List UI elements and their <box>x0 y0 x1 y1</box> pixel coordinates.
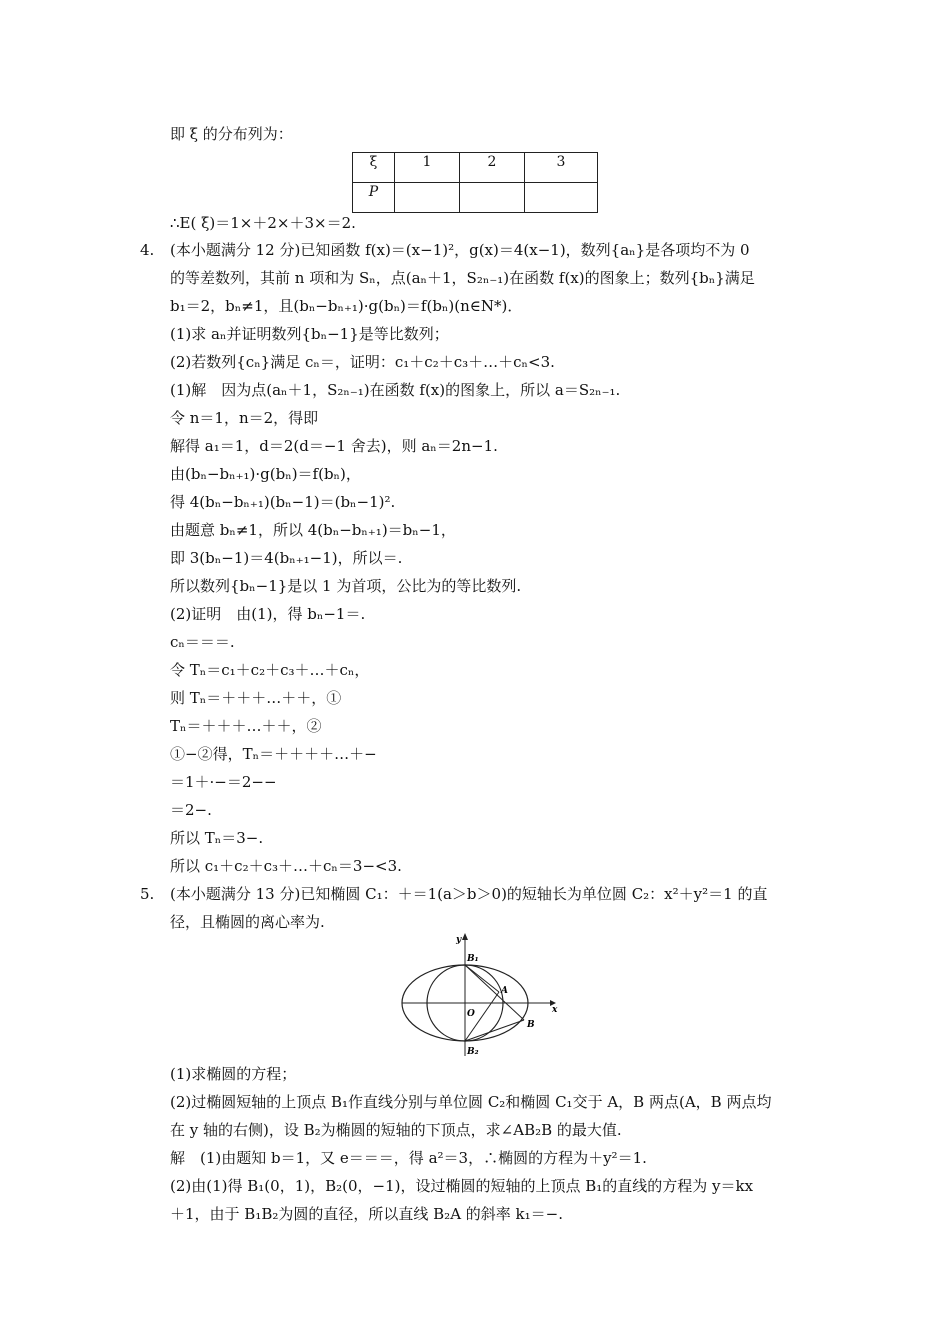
y-axis-arrow <box>462 933 468 940</box>
text-line: 即 3(bₙ−1)＝4(bₙ₊₁−1)，所以＝. <box>170 549 403 567</box>
text-line: ①−②得，Tₙ＝＋＋＋＋…＋− <box>170 745 377 763</box>
label-b: B <box>527 1020 535 1030</box>
table-header-cell: 3 <box>525 153 598 183</box>
text-line: 所以 c₁＋c₂＋c₃＋…＋cₙ＝3−<3. <box>170 857 402 875</box>
text-line: 则 Tₙ＝＋＋＋…＋＋，① <box>170 689 342 707</box>
text-line: 所以数列{bₙ−1}是以 1 为首项，公比为的等比数列. <box>170 577 522 595</box>
table-header-cell: ξ <box>353 153 395 183</box>
text-line: 在 y 轴的右侧)，设 B₂为椭圆的短轴的下顶点，求∠AB₂B 的最大值. <box>170 1121 622 1139</box>
label-b2: B₂ <box>467 1047 479 1057</box>
label-o: O <box>467 1009 475 1019</box>
text-line: 得 4(bₙ−bₙ₊₁)(bₙ−1)＝(bₙ−1)². <box>170 493 396 511</box>
text-line: b₁＝2，bₙ≠1，且(bₙ−bₙ₊₁)·g(bₙ)＝f(bₙ)(n∈N*)． <box>170 297 523 315</box>
text-line: (1)求椭圆的方程； <box>170 1065 297 1083</box>
table-header-cell: 2 <box>460 153 525 183</box>
text-line: 即 ξ 的分布列为： <box>170 125 293 143</box>
text-line: 所以 Tₙ＝3−. <box>170 829 264 847</box>
line-b2-b <box>465 1020 524 1041</box>
text-line: 解得 a₁＝1，d＝2(d＝−1 舍去)，则 aₙ＝2n−1. <box>170 437 498 455</box>
ellipse-circle-figure <box>390 928 565 1060</box>
text-line: 径，且椭圆的离心率为. <box>170 913 325 931</box>
table-row <box>353 183 598 213</box>
text-line: (本小题满分 12 分)已知函数 f(x)＝(x−1)²，g(x)＝4(x−1)，数列{aₙ}是各项均不为 0 <box>170 241 750 259</box>
table-cell <box>395 183 460 213</box>
text-line: 的等差数列，其前 n 项和为 Sₙ，点(aₙ＋1，S₂ₙ₋₁)在函数 f(x)的图象上；数列{bₙ}满足 <box>170 269 755 287</box>
text-line: (1)解 因为点(aₙ＋1，S₂ₙ₋₁)在函数 f(x)的图象上，所以 a＝S₂ₙ₋₁. <box>170 381 621 399</box>
text-line: Tₙ＝＋＋＋…＋＋，② <box>170 717 322 735</box>
text-line: ＋1，由于 B₁B₂为圆的直径，所以直线 B₂A 的斜率 k₁＝−. <box>170 1205 563 1223</box>
table-header-cell: 1 <box>395 153 460 183</box>
text-line: (2)过椭圆短轴的上顶点 B₁作直线分别与单位圆 C₂和椭圆 C₁交于 A，B 两点(A，B 两点均 <box>170 1093 772 1111</box>
text-line: 由(bₙ−bₙ₊₁)·g(bₙ)＝f(bₙ)， <box>170 465 361 483</box>
text-line: (1)求 aₙ并证明数列{bₙ−1}是等比数列； <box>170 325 449 343</box>
table-row <box>353 153 598 183</box>
text-line: 解 (1)由题知 b＝1，又 e＝＝＝，得 a²＝3，∴椭圆的方程为＋y²＝1. <box>170 1149 647 1167</box>
label-y: y <box>456 935 462 945</box>
label-x: x <box>552 1005 558 1015</box>
problem-number: 4. <box>140 241 155 259</box>
text-line: ＝1＋·−＝2−− <box>170 773 277 791</box>
text-line: 令 n＝1，n＝2，得即 <box>170 409 319 427</box>
text-line: (2)证明 由(1)，得 bₙ−1＝. <box>170 605 366 623</box>
label-b1: B₁ <box>467 954 479 964</box>
problem-number: 5. <box>140 885 155 903</box>
text-line: (本小题满分 13 分)已知椭圆 C₁：＋＝1(a＞b＞0)的短轴长为单位圆 C₂：x²＋y²＝1 的直 <box>170 885 768 903</box>
text-line: ＝2−. <box>170 801 212 819</box>
text-line: 令 Tₙ＝c₁＋c₂＋c₃＋…＋cₙ， <box>170 661 370 679</box>
text-line: cₙ＝＝＝. <box>170 633 235 651</box>
text-line: (2)若数列{cₙ}满足 cₙ＝，证明：c₁＋c₂＋c₃＋…＋cₙ<3. <box>170 353 555 371</box>
text-line: ∴E( ξ)＝1×＋2×＋3×＝2. <box>170 214 356 232</box>
table-row-label: P <box>353 183 395 213</box>
table-cell <box>525 183 598 213</box>
text-line: (2)由(1)得 B₁(0，1)，B₂(0，−1)，设过椭圆的短轴的上顶点 B₁的直线的方程为 y＝kx <box>170 1177 754 1195</box>
table-cell <box>460 183 525 213</box>
label-a: A <box>501 986 508 996</box>
distribution-table <box>352 152 598 213</box>
text-line: 由题意 bₙ≠1，所以 4(bₙ−bₙ₊₁)＝bₙ−1， <box>170 521 456 539</box>
